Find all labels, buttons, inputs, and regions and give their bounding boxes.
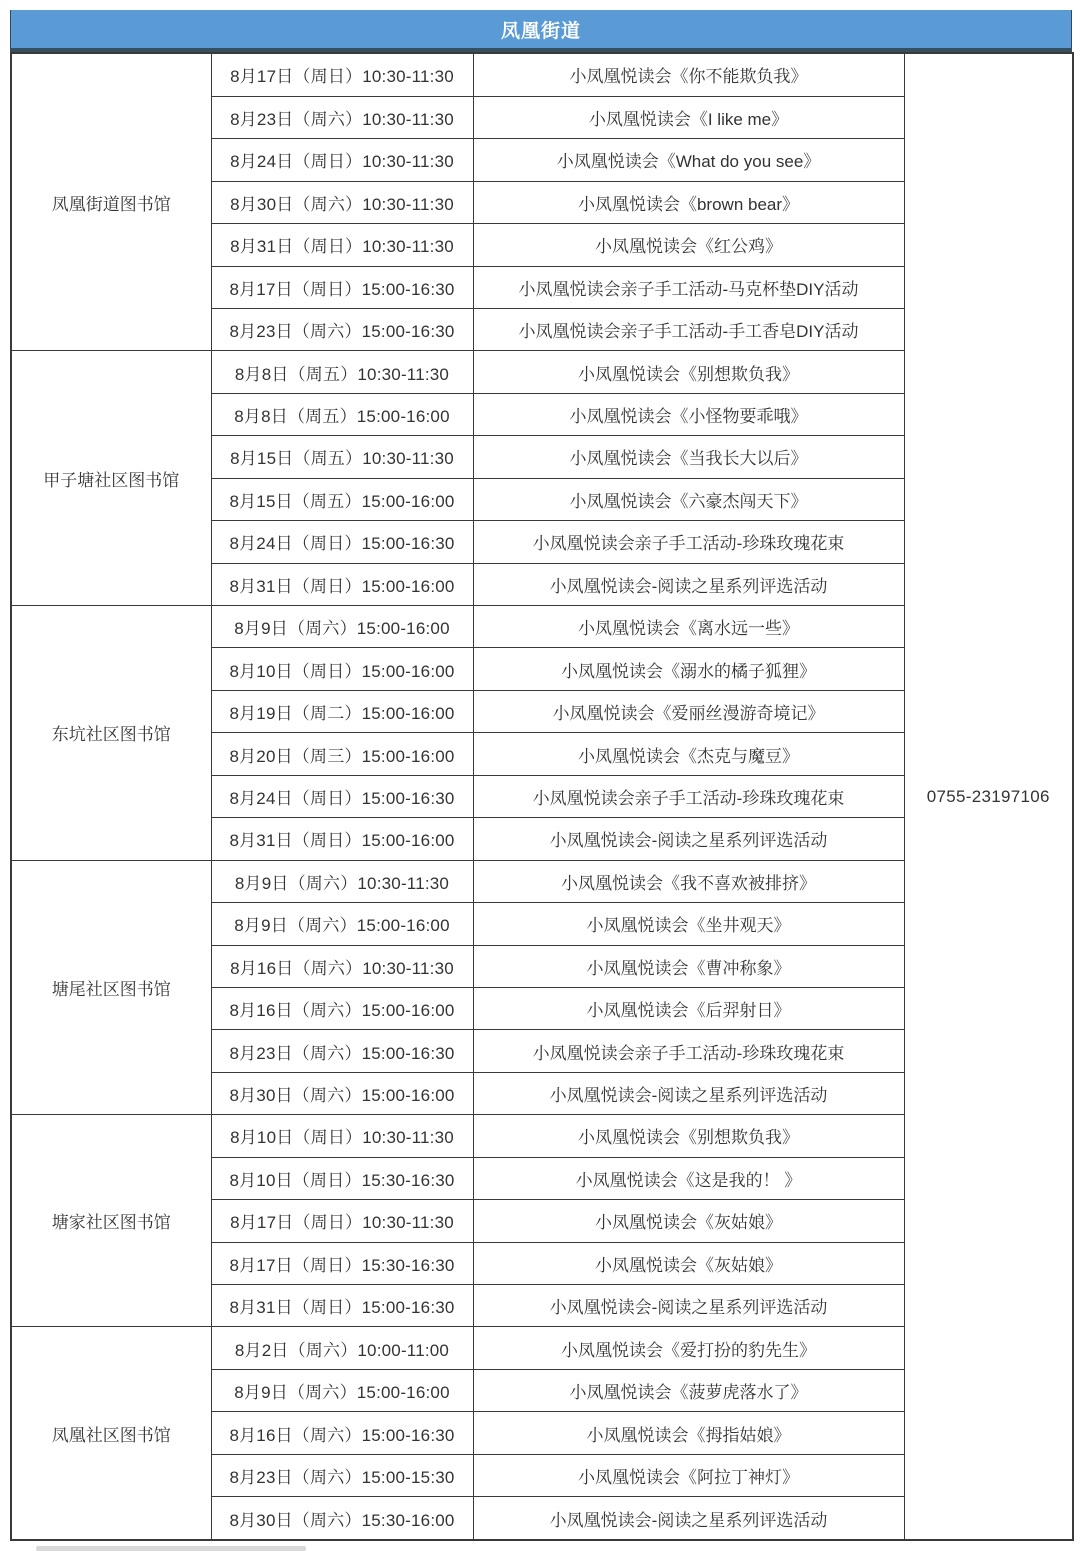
contact-phone-cell: 0755-23197106 (904, 53, 1073, 1540)
event-time-cell: 8月8日（周五）15:00-16:00 (211, 393, 473, 435)
event-activity-cell: 小凤凰悦读会《这是我的！ 》 (473, 1157, 904, 1199)
event-time-cell: 8月2日（周六）10:00-11:00 (211, 1327, 473, 1369)
event-time-cell: 8月23日（周六）15:00-16:30 (211, 308, 473, 350)
event-time-cell: 8月16日（周六）15:00-16:00 (211, 987, 473, 1029)
event-time-cell: 8月17日（周日）15:30-16:30 (211, 1242, 473, 1284)
event-activity-cell: 小凤凰悦读会亲子手工活动-马克杯垫DIY活动 (473, 266, 904, 308)
event-time-cell: 8月20日（周三）15:00-16:00 (211, 733, 473, 775)
event-activity-cell: 小凤凰悦读会《What do you see》 (473, 139, 904, 181)
event-time-cell: 8月23日（周六）15:00-16:30 (211, 1030, 473, 1072)
event-activity-cell: 小凤凰悦读会-阅读之星系列评选活动 (473, 563, 904, 605)
library-name-cell: 凤凰街道图书馆 (11, 53, 211, 351)
event-time-cell: 8月8日（周五）10:30-11:30 (211, 351, 473, 393)
event-activity-cell: 小凤凰悦读会《我不喜欢被排挤》 (473, 860, 904, 902)
event-activity-cell: 小凤凰悦读会《爱打扮的豹先生》 (473, 1327, 904, 1369)
event-time-cell: 8月31日（周日）15:00-16:30 (211, 1285, 473, 1327)
event-activity-cell: 小凤凰悦读会-阅读之星系列评选活动 (473, 818, 904, 860)
event-activity-cell: 小凤凰悦读会《I like me》 (473, 96, 904, 138)
event-activity-cell: 小凤凰悦读会亲子手工活动-珍珠玫瑰花束 (473, 775, 904, 817)
library-name-cell: 东坑社区图书馆 (11, 606, 211, 861)
event-activity-cell: 小凤凰悦读会《杰克与魔豆》 (473, 733, 904, 775)
event-activity-cell: 小凤凰悦读会-阅读之星系列评选活动 (473, 1497, 904, 1540)
event-activity-cell: 小凤凰悦读会《六豪杰闯天下》 (473, 478, 904, 520)
event-activity-cell: 小凤凰悦读会《拇指姑娘》 (473, 1412, 904, 1454)
street-header-title: 凤凰街道 (10, 10, 1072, 52)
event-time-cell: 8月30日（周六）15:00-16:00 (211, 1072, 473, 1114)
event-activity-cell: 小凤凰悦读会-阅读之星系列评选活动 (473, 1285, 904, 1327)
event-activity-cell: 小凤凰悦读会《曹冲称象》 (473, 945, 904, 987)
library-name-cell: 塘尾社区图书馆 (11, 860, 211, 1115)
event-activity-cell: 小凤凰悦读会-阅读之星系列评选活动 (473, 1072, 904, 1114)
event-activity-cell: 小凤凰悦读会《灰姑娘》 (473, 1242, 904, 1284)
event-activity-cell: 小凤凰悦读会《阿拉丁神灯》 (473, 1454, 904, 1496)
library-name-cell: 甲子塘社区图书馆 (11, 351, 211, 606)
event-time-cell: 8月24日（周日）10:30-11:30 (211, 139, 473, 181)
event-activity-cell: 小凤凰悦读会《离水远一些》 (473, 606, 904, 648)
event-activity-cell: 小凤凰悦读会亲子手工活动-珍珠玫瑰花束 (473, 1030, 904, 1072)
event-activity-cell: 小凤凰悦读会《别想欺负我》 (473, 351, 904, 393)
schedule-table-body (11, 53, 1073, 1540)
event-activity-cell: 小凤凰悦读会《你不能欺负我》 (473, 53, 904, 96)
event-time-cell: 8月9日（周六）10:30-11:30 (211, 860, 473, 902)
event-time-cell: 8月23日（周六）10:30-11:30 (211, 96, 473, 138)
event-activity-cell: 小凤凰悦读会《溺水的橘子狐狸》 (473, 648, 904, 690)
event-time-cell: 8月10日（周日）15:30-16:30 (211, 1157, 473, 1199)
event-activity-cell: 小凤凰悦读会《爱丽丝漫游奇境记》 (473, 690, 904, 732)
event-activity-cell: 小凤凰悦读会《当我长大以后》 (473, 436, 904, 478)
library-name-cell: 塘家社区图书馆 (11, 1115, 211, 1327)
event-activity-cell: 小凤凰悦读会《灰姑娘》 (473, 1200, 904, 1242)
event-time-cell: 8月31日（周日）10:30-11:30 (211, 224, 473, 266)
event-time-cell: 8月9日（周六）15:00-16:00 (211, 1369, 473, 1411)
event-activity-cell: 小凤凰悦读会《坐井观天》 (473, 903, 904, 945)
event-activity-cell: 小凤凰悦读会《红公鸡》 (473, 224, 904, 266)
event-time-cell: 8月24日（周日）15:00-16:30 (211, 521, 473, 563)
event-time-cell: 8月23日（周六）15:00-15:30 (211, 1454, 473, 1496)
event-time-cell: 8月17日（周日）10:30-11:30 (211, 53, 473, 96)
event-activity-cell: 小凤凰悦读会《菠萝虎落水了》 (473, 1369, 904, 1411)
table-row (11, 53, 1073, 96)
event-time-cell: 8月9日（周六）15:00-16:00 (211, 606, 473, 648)
event-time-cell: 8月24日（周日）15:00-16:30 (211, 775, 473, 817)
event-activity-cell: 小凤凰悦读会亲子手工活动-手工香皂DIY活动 (473, 308, 904, 350)
event-activity-cell: 小凤凰悦读会《brown bear》 (473, 181, 904, 223)
event-time-cell: 8月30日（周六）10:30-11:30 (211, 181, 473, 223)
event-time-cell: 8月19日（周二）15:00-16:00 (211, 690, 473, 732)
event-time-cell: 8月10日（周日）10:30-11:30 (211, 1115, 473, 1157)
library-name-cell: 凤凰社区图书馆 (11, 1327, 211, 1540)
event-activity-cell: 小凤凰悦读会《别想欺负我》 (473, 1115, 904, 1157)
next-table-edge (36, 1546, 306, 1551)
event-time-cell: 8月16日（周六）10:30-11:30 (211, 945, 473, 987)
event-time-cell: 8月31日（周日）15:00-16:00 (211, 818, 473, 860)
event-time-cell: 8月17日（周日）10:30-11:30 (211, 1200, 473, 1242)
event-time-cell: 8月15日（周五）15:00-16:00 (211, 478, 473, 520)
event-activity-cell: 小凤凰悦读会亲子手工活动-珍珠玫瑰花束 (473, 521, 904, 563)
event-time-cell: 8月31日（周日）15:00-16:00 (211, 563, 473, 605)
event-time-cell: 8月17日（周日）15:00-16:30 (211, 266, 473, 308)
event-activity-cell: 小凤凰悦读会《小怪物要乖哦》 (473, 393, 904, 435)
event-time-cell: 8月30日（周六）15:30-16:00 (211, 1497, 473, 1540)
event-time-cell: 8月9日（周六）15:00-16:00 (211, 903, 473, 945)
event-time-cell: 8月10日（周日）15:00-16:00 (211, 648, 473, 690)
schedule-table (10, 52, 1074, 1541)
event-time-cell: 8月16日（周六）15:00-16:30 (211, 1412, 473, 1454)
event-time-cell: 8月15日（周五）10:30-11:30 (211, 436, 473, 478)
event-activity-cell: 小凤凰悦读会《后羿射日》 (473, 987, 904, 1029)
